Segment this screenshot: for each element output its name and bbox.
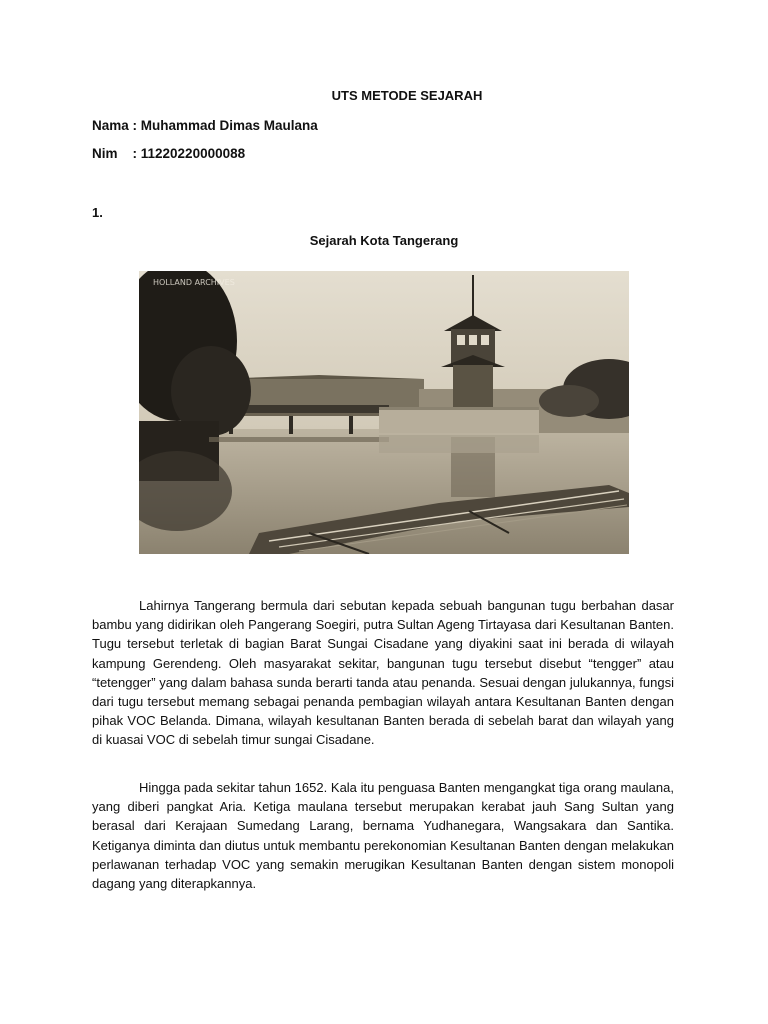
student-nim: Nim : 11220220000088	[92, 146, 246, 161]
question-number: 1.	[92, 205, 103, 220]
section-title: Sejarah Kota Tangerang	[309, 233, 459, 248]
historical-photo	[139, 271, 629, 554]
document-title: UTS METODE SEJARAH	[331, 88, 483, 103]
student-name: Nama : Muhammad Dimas Maulana	[92, 118, 318, 133]
paragraph-2: Hingga pada sekitar tahun 1652. Kala itu penguasa Banten mengangkat tiga orang maulana, yang diberi pangkat Aria. Ketiga maulana tersebut merupakan kerabat jauh Sang Sultan yang berasal dari Kerajaan Sumedang Larang, bernama Yudhanegara, Wangsakara dan Santika. Ketiganya diminta dan diutus untuk membantu perekonomian Kesultanan Banten dengan melakukan perlawanan terhadap VOC yang semakin merugikan Kesultanan Banten dengan sistem monopoli dagang yang diterapkannya.	[92, 780, 674, 892]
photo-watermark: HOLLAND ARCHIVES	[153, 278, 235, 287]
paragraph-1: Lahirnya Tangerang bermula dari sebutan kepada sebuah bangunan tugu berbahan dasar bambu yang didirikan oleh Pangerang Soegiri, putra Sultan Ageng Tirtayasa dari Kesultanan Banten. Tugu tersebut terletak di bagian Barat Sungai Cisadane yang diyakini saat ini berada di wilayah kampung Gerendeng. Oleh masyarakat sekitar, bangunan tugu tersebut disebut “tengger” atau “tetengger” yang dalam bahasa sunda berarti tanda atau penanda. Sesuai dengan julukannya, fungsi dari tugu tersebut memang sebagai penanda pembagian wilayah antara Kesultanan Banten dengan pihak VOC Belanda. Dimana, wilayah kesultanan Banten berada di sebelah barat dan wilayah yang di kuasai VOC di sebelah timur sungai Cisadane.	[92, 598, 674, 748]
historical-photo-illustration	[139, 271, 629, 554]
